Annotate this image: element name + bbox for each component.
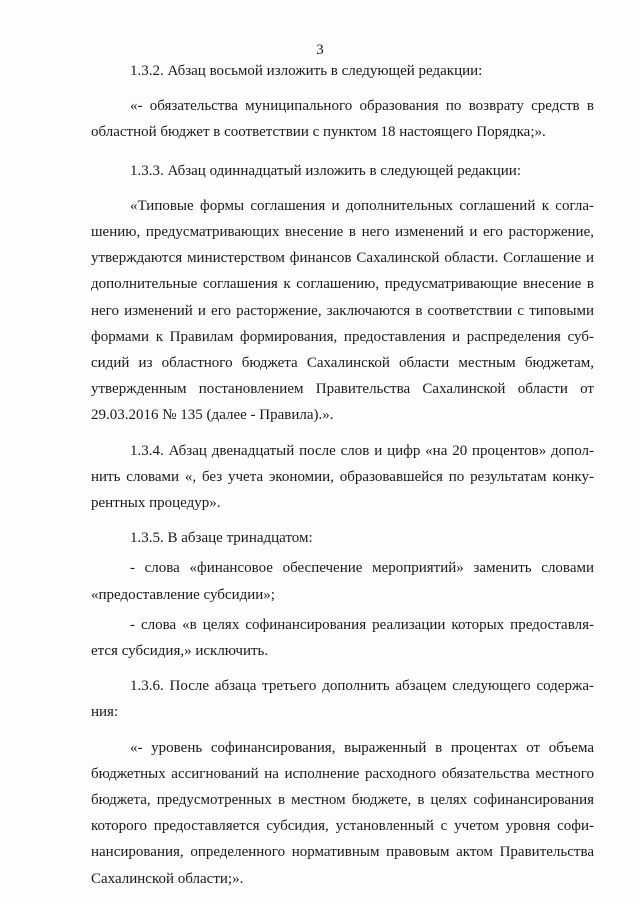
paragraph-words-exclude: - слова «в целях софинансирования реализации которых предоставляется субсидия,» исключить. [91, 616, 594, 660]
paragraph-quote-obligations: «- обязательства муниципального образования по возврату средств в областной бюджет в соответствии с пунктом 18 настоящего Порядка;». [91, 98, 594, 141]
paragraph-1-3-3: 1.3.3. Абзац одиннадцатый изложить в следующей редакции: [130, 162, 521, 179]
paragraph-words-replace: - слова «финансовое обеспечение мероприятий» заменить словами «предоставление субсидии»; [91, 560, 594, 603]
paragraph-quote-cofinancing: «- уровень софинансирования, выраженный в процентах от объема бюджетных ассигнований на исполнение расходного обязательства местного бюджета, предусмотренных в местном бюджете, в целях софинансирования которого предоставляется субсидия, установленный с учетом уровня софинансирования, определенного нормативным правовым актом Правительства Сахалинской области;». [91, 739, 594, 887]
page-number: 3 [316, 42, 324, 58]
paragraph-1-3-2: 1.3.2. Абзац восьмой изложить в следующей редакции: [130, 63, 483, 79]
paragraph-1-3-4: 1.3.4. Абзац двенадцатый после слов и цифр «на 20 процентов» дополнить словами «, без учета экономии, образовавшейся по результатам конкурентных процедур». [91, 442, 594, 512]
paragraph-1-3-6: 1.3.6. После абзаца третьего дополнить абзацем следующего содержания: [91, 678, 594, 721]
document-body [91, 58, 594, 892]
paragraph-quote-standard-forms: «Типовые формы соглашения и дополнительных соглашений к соглашению, предусматривающих внесение в него изменений и его расторжение, утверждаются министерством финансов Сахалинской области. Соглашение и дополнительные соглашения к соглашению, предусматривающие внесение в него изменений и его расторжение, заключаются в соответствии с типовыми формами к Правилам формирования, предоставления и распределения субсидий из областного бюджета Сахалинской области местным бюджетам, утвержденным постановлением Правительства Сахалинской области от 29.03.2016 № 135 (далее - Правила).». [91, 197, 594, 424]
paragraph-1-3-5: 1.3.5. В абзаце тринадцатом: [130, 530, 313, 547]
